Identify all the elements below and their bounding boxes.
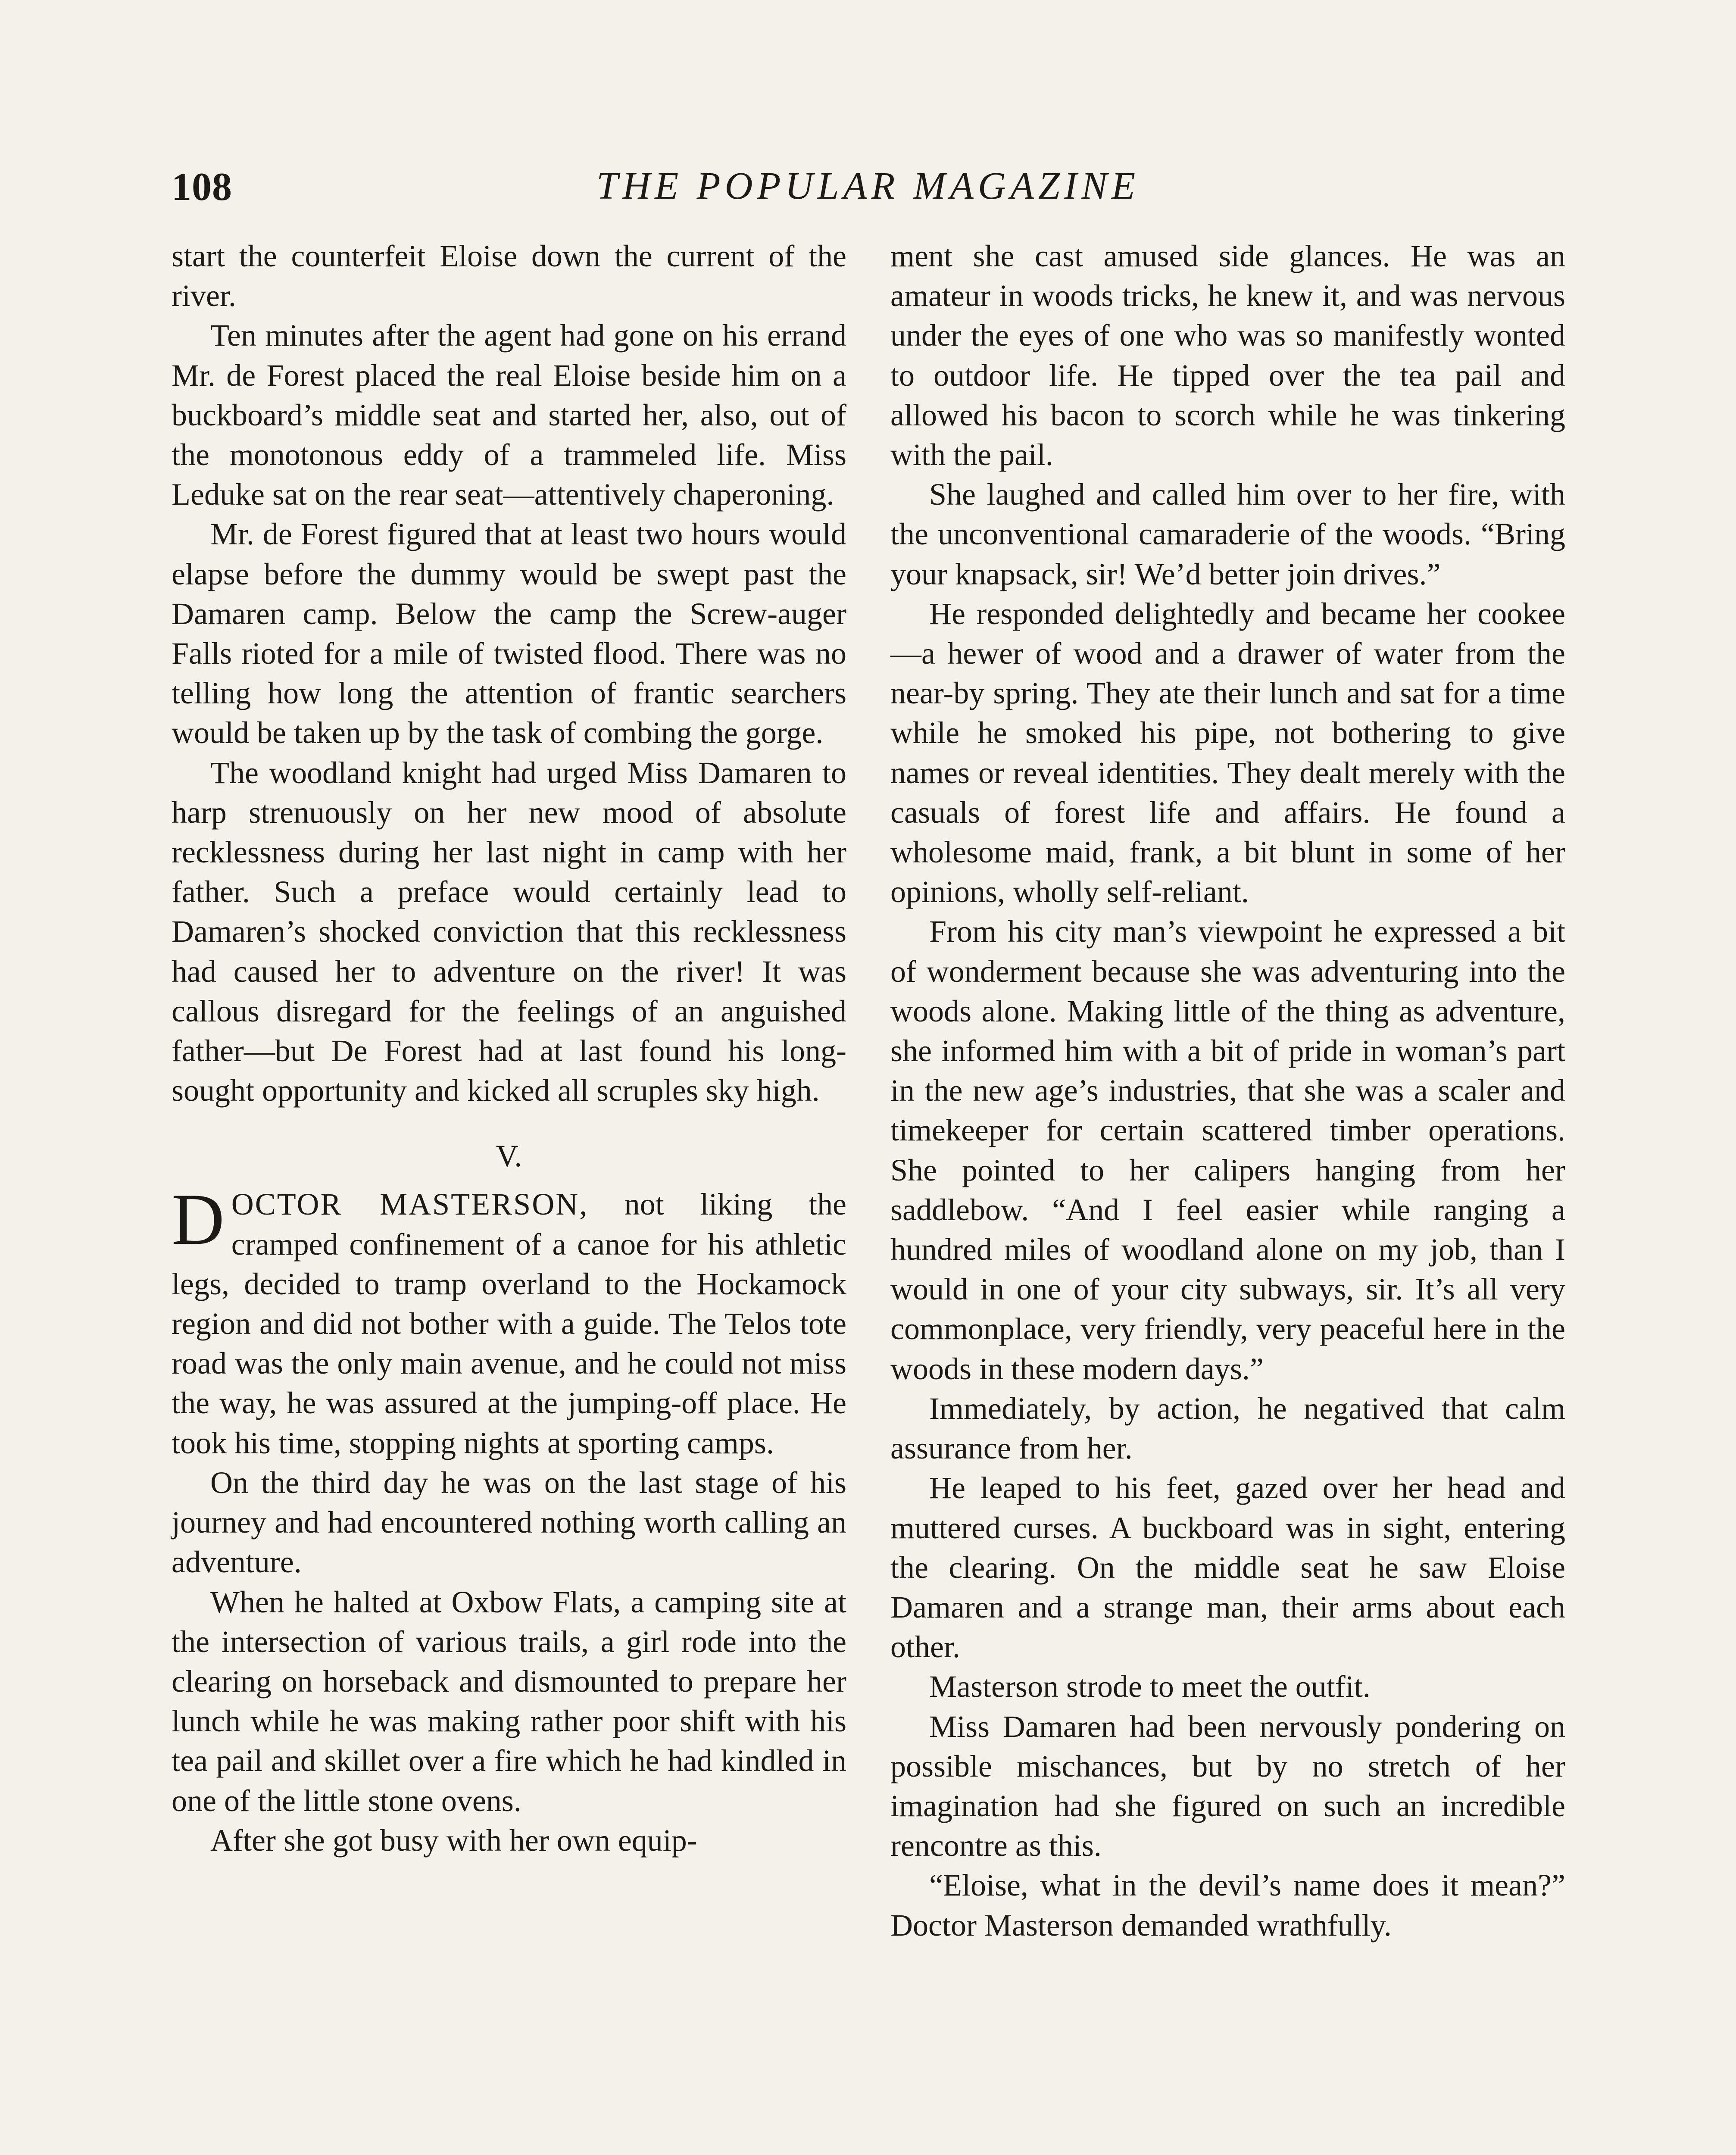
paragraph: The woodland knight had urged Miss Damaren to harp strenuously on her new mood of absolute recklessness during her last night in camp with her father. Such a preface would certainly lead to Damaren’s shocked conviction that this recklessness had caused her to adventure on the river! It was callous disregard for the feelings of an anguished father—but De Forest had at last found his long-sought opportunity and kicked all scruples sky high. (172, 755, 846, 1108)
paragraph: From his city man’s viewpoint he expressed a bit of wonderment because she was adventuring into the woods alone. Making little of the thing as adventure, she informed him with a bit of pride in woman’s part in the new age’s industries, that she was a scaler and timekeeper for certain scattered timber operations. She pointed to her calipers hanging from her saddlebow. “And I feel easier while ranging a hundred miles of woodland alone on my job, than I would in one of your city subways, sir. It’s all very commonplace, very friendly, very peaceful here in the woods in these modern days.” (890, 914, 1565, 1386)
paragraph: He leaped to his feet, gazed over her head and muttered curses. A buckboard was in sight, entering the clearing. On the middle seat he saw Eloise Damaren and a strange man, their arms about each other. (890, 1471, 1565, 1665)
paragraph: start the counterfeit Eloise down the current of the river. (172, 239, 846, 313)
section-heading: V. (496, 1139, 522, 1174)
paragraph: ment she cast amused side glances. He was an amateur in woods tricks, he knew it, and was nervous under the eyes of one who was so manifestly wonted to outdoor life. He tipped over the tea pail and allowed his bacon to scorch while he was tinkering with the pail. (890, 239, 1565, 472)
section-opening-paragraph (172, 1179, 846, 1462)
paragraph: When he halted at Oxbow Flats, a camping site at the intersection of various trails, a girl rode into the clearing on horseback and dismounted to prepare her lunch while he was making rather poor shift with his tea pail and skillet over a fire which he had kindled in one of the little stone ovens. (172, 1584, 846, 1818)
paragraph: Immediately, by action, he negatived that calm assurance from her. (890, 1391, 1565, 1466)
right-column (890, 236, 1565, 1945)
paragraph: Mr. de Forest figured that at least two hours would elapse before the dummy would be swept past the Damaren camp. Below the camp the Screw-auger Falls rioted for a mile of twisted flood. There was no telling how long the attention of frantic searchers would be taken up by the task of combing the gorge. (172, 517, 846, 750)
running-title: THE POPULAR MAGAZINE (596, 165, 1140, 207)
drop-cap: D (172, 1179, 225, 1260)
paragraph: After she got busy with her own equip- (210, 1823, 697, 1858)
paragraph: “Eloise, what in the devil’s name does it mean?” Doctor Masterson demanded wrathfully. (890, 1868, 1565, 1943)
paragraph: He responded delightedly and became her cookee—a hewer of wood and a drawer of water from the near-by spring. They ate their lunch and sat for a time while he smoked his pipe, not bothering to give names or reveal identities. They dealt merely with the casuals of forest life and affairs. He found a wholesome maid, frank, a bit blunt in some of her opinions, wholly self-reliant. (890, 596, 1565, 909)
page-number: 108 (172, 165, 232, 209)
paragraph: Ten minutes after the agent had gone on his errand Mr. de Forest placed the real Eloise beside him on a buckboard’s middle seat and started her, also, out of the monotonous eddy of a trammeled life. Miss Leduke sat on the rear seat—attentively chaperoning. (172, 318, 846, 512)
section-paragraph-text: not liking the cramped confinement of a canoe for his athletic legs, decided to tramp overland to the Hockamock region and did not bother with a guide. The Telos tote road was the only main avenue, and he could not miss the way, he was assured at the jumping-off place. He took his time, stopping nights at sporting camps. (172, 1187, 846, 1460)
paragraph: Masterson strode to meet the outfit. (929, 1669, 1371, 1704)
paragraph: Miss Damaren had been nervously pondering on possible mischances, but by no stretch of her imagination had she figured on such an incredible rencontre as this. (890, 1709, 1565, 1863)
section-lead-in: OCTOR MASTERSON, (231, 1187, 589, 1222)
paragraph: She laughed and called him over to her fire, with the unconventional camaraderie of the woods. “Bring your knapsack, sir! We’d better join drives.” (890, 477, 1565, 591)
left-column (172, 236, 846, 1860)
paragraph: On the third day he was on the last stage of his journey and had encountered nothing worth calling an adventure. (172, 1465, 846, 1580)
